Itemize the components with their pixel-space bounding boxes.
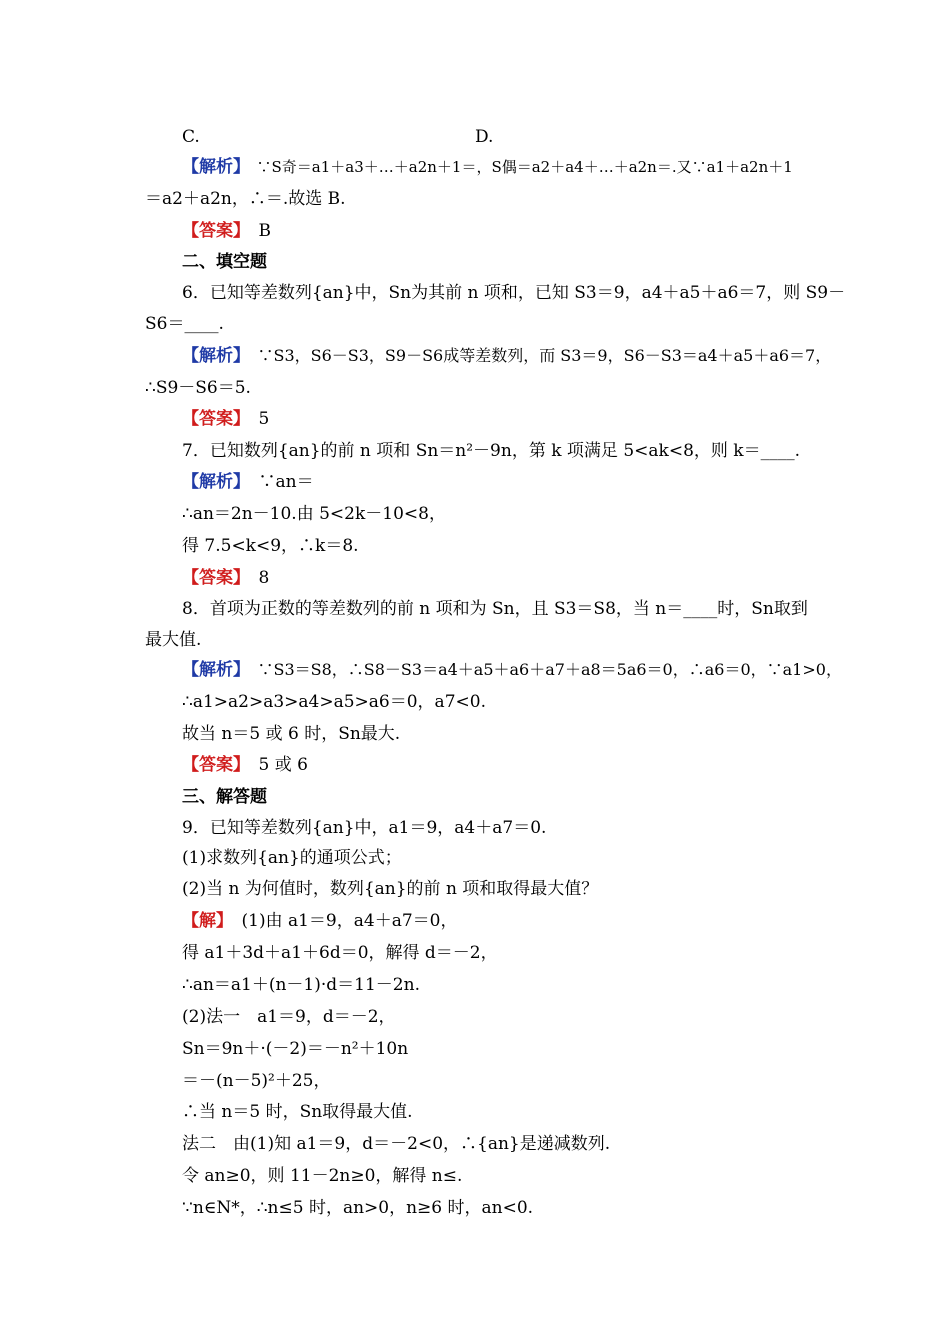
analysis-text: ＝a2＋a2n，∴＝.故选 B. (145, 189, 346, 209)
solution-line (182, 910, 457, 932)
option-d: D. (475, 127, 494, 147)
solution-label: 【解】 (182, 911, 225, 931)
solution-text: 法二 由(1)知 a1＝9，d＝－2<0，∴{an}是递减数列. (182, 1134, 611, 1154)
analysis-text: ∵an＝ (241, 472, 314, 492)
solution-text: ∴当 n＝5 时，Sn取得最大值. (182, 1102, 413, 1122)
question-text: 9．已知等差数列{an}中，a1＝9，a4＋a7＝0. (182, 818, 547, 838)
answer-label: 【答案】 (182, 409, 242, 429)
question-text: S6＝____. (145, 314, 224, 334)
analysis-label: 【解析】 (182, 157, 242, 177)
solution-text: Sn＝9n＋·(－2)＝－n²＋10n (182, 1039, 409, 1059)
analysis-line (182, 471, 314, 493)
question-text: 8．首项为正数的等差数列的前 n 项和为 Sn，且 S3＝S8，当 n＝____时，Sn取到 (182, 599, 808, 619)
analysis-text: ∴S9－S6＝5. (145, 378, 251, 398)
option-c: C. (182, 127, 200, 147)
question-text: 6．已知等差数列{an}中，Sn为其前 n 项和，已知 S3＝9，a4＋a5＋a6＝7，则 S9－ (182, 283, 846, 303)
analysis-label: 【解析】 (182, 472, 242, 492)
answer-line (182, 567, 269, 589)
analysis-line (182, 659, 842, 681)
analysis-line (182, 156, 793, 178)
solution-text: ∴an＝a1＋(n－1)·d＝11－2n. (182, 975, 420, 995)
solution-text: (2)法一 a1＝9，d＝－2， (182, 1007, 396, 1027)
question-text: 7．已知数列{an}的前 n 项和 Sn＝n²－9n，第 k 项满足 5<ak<8，则 k＝____. (182, 441, 800, 461)
analysis-text: 故当 n＝5 或 6 时，Sn最大. (182, 724, 401, 744)
question-text: (2)当 n 为何值时，数列{an}的前 n 项和取得最大值？ (182, 879, 599, 899)
answer-label: 【答案】 (182, 568, 242, 588)
answer-text: 5 (241, 409, 270, 429)
analysis-text: ∵S3，S6－S3，S9－S6成等差数列，而 S3＝9，S6－S3＝a4＋a5＋a6＝7， (241, 346, 832, 365)
section-heading: 三、解答题 (182, 787, 267, 807)
answer-line (182, 220, 271, 242)
solution-text: (1)由 a1＝9，a4＋a7＝0， (224, 911, 458, 931)
section-heading: 二、填空题 (182, 252, 267, 272)
analysis-label: 【解析】 (182, 346, 242, 366)
solution-text: ＝－(n－5)²＋25， (182, 1071, 331, 1091)
answer-text: 5 或 6 (241, 755, 308, 775)
answer-label: 【答案】 (182, 755, 242, 775)
analysis-text: ∴a1>a2>a3>a4>a5>a6＝0，a7<0. (182, 692, 486, 712)
option-row (182, 126, 494, 148)
solution-text: ∵n∈N*，∴n≤5 时，an>0，n≥6 时，an<0. (182, 1198, 534, 1218)
analysis-text: ∴an＝2n－10.由 5<2k－10<8， (182, 504, 446, 524)
answer-line (182, 408, 269, 430)
analysis-text: 得 7.5<k<9，∴k＝8. (182, 536, 359, 556)
analysis-text: ∵S3＝S8，∴S8－S3＝a4＋a5＋a6＋a7＋a8＝5a6＝0，∴a6＝0，∵a1>0， (241, 660, 842, 679)
solution-text: 令 an≥0，则 11－2n≥0，解得 n≤. (182, 1166, 463, 1186)
analysis-text: ∵S奇＝a1＋a3＋…＋a2n＋1＝，S偶＝a2＋a4＋…＋a2n＝.又∵a1＋a2n＋1 (241, 158, 793, 176)
answer-line (182, 754, 308, 776)
answer-text: B (241, 221, 271, 241)
solution-text: 得 a1＋3d＋a1＋6d＝0，解得 d＝－2， (182, 943, 498, 963)
question-text: (1)求数列{an}的通项公式； (182, 848, 402, 868)
analysis-line (182, 345, 831, 367)
answer-label: 【答案】 (182, 221, 242, 241)
answer-text: 8 (241, 568, 270, 588)
analysis-label: 【解析】 (182, 660, 242, 680)
question-text: 最大值. (145, 630, 202, 650)
